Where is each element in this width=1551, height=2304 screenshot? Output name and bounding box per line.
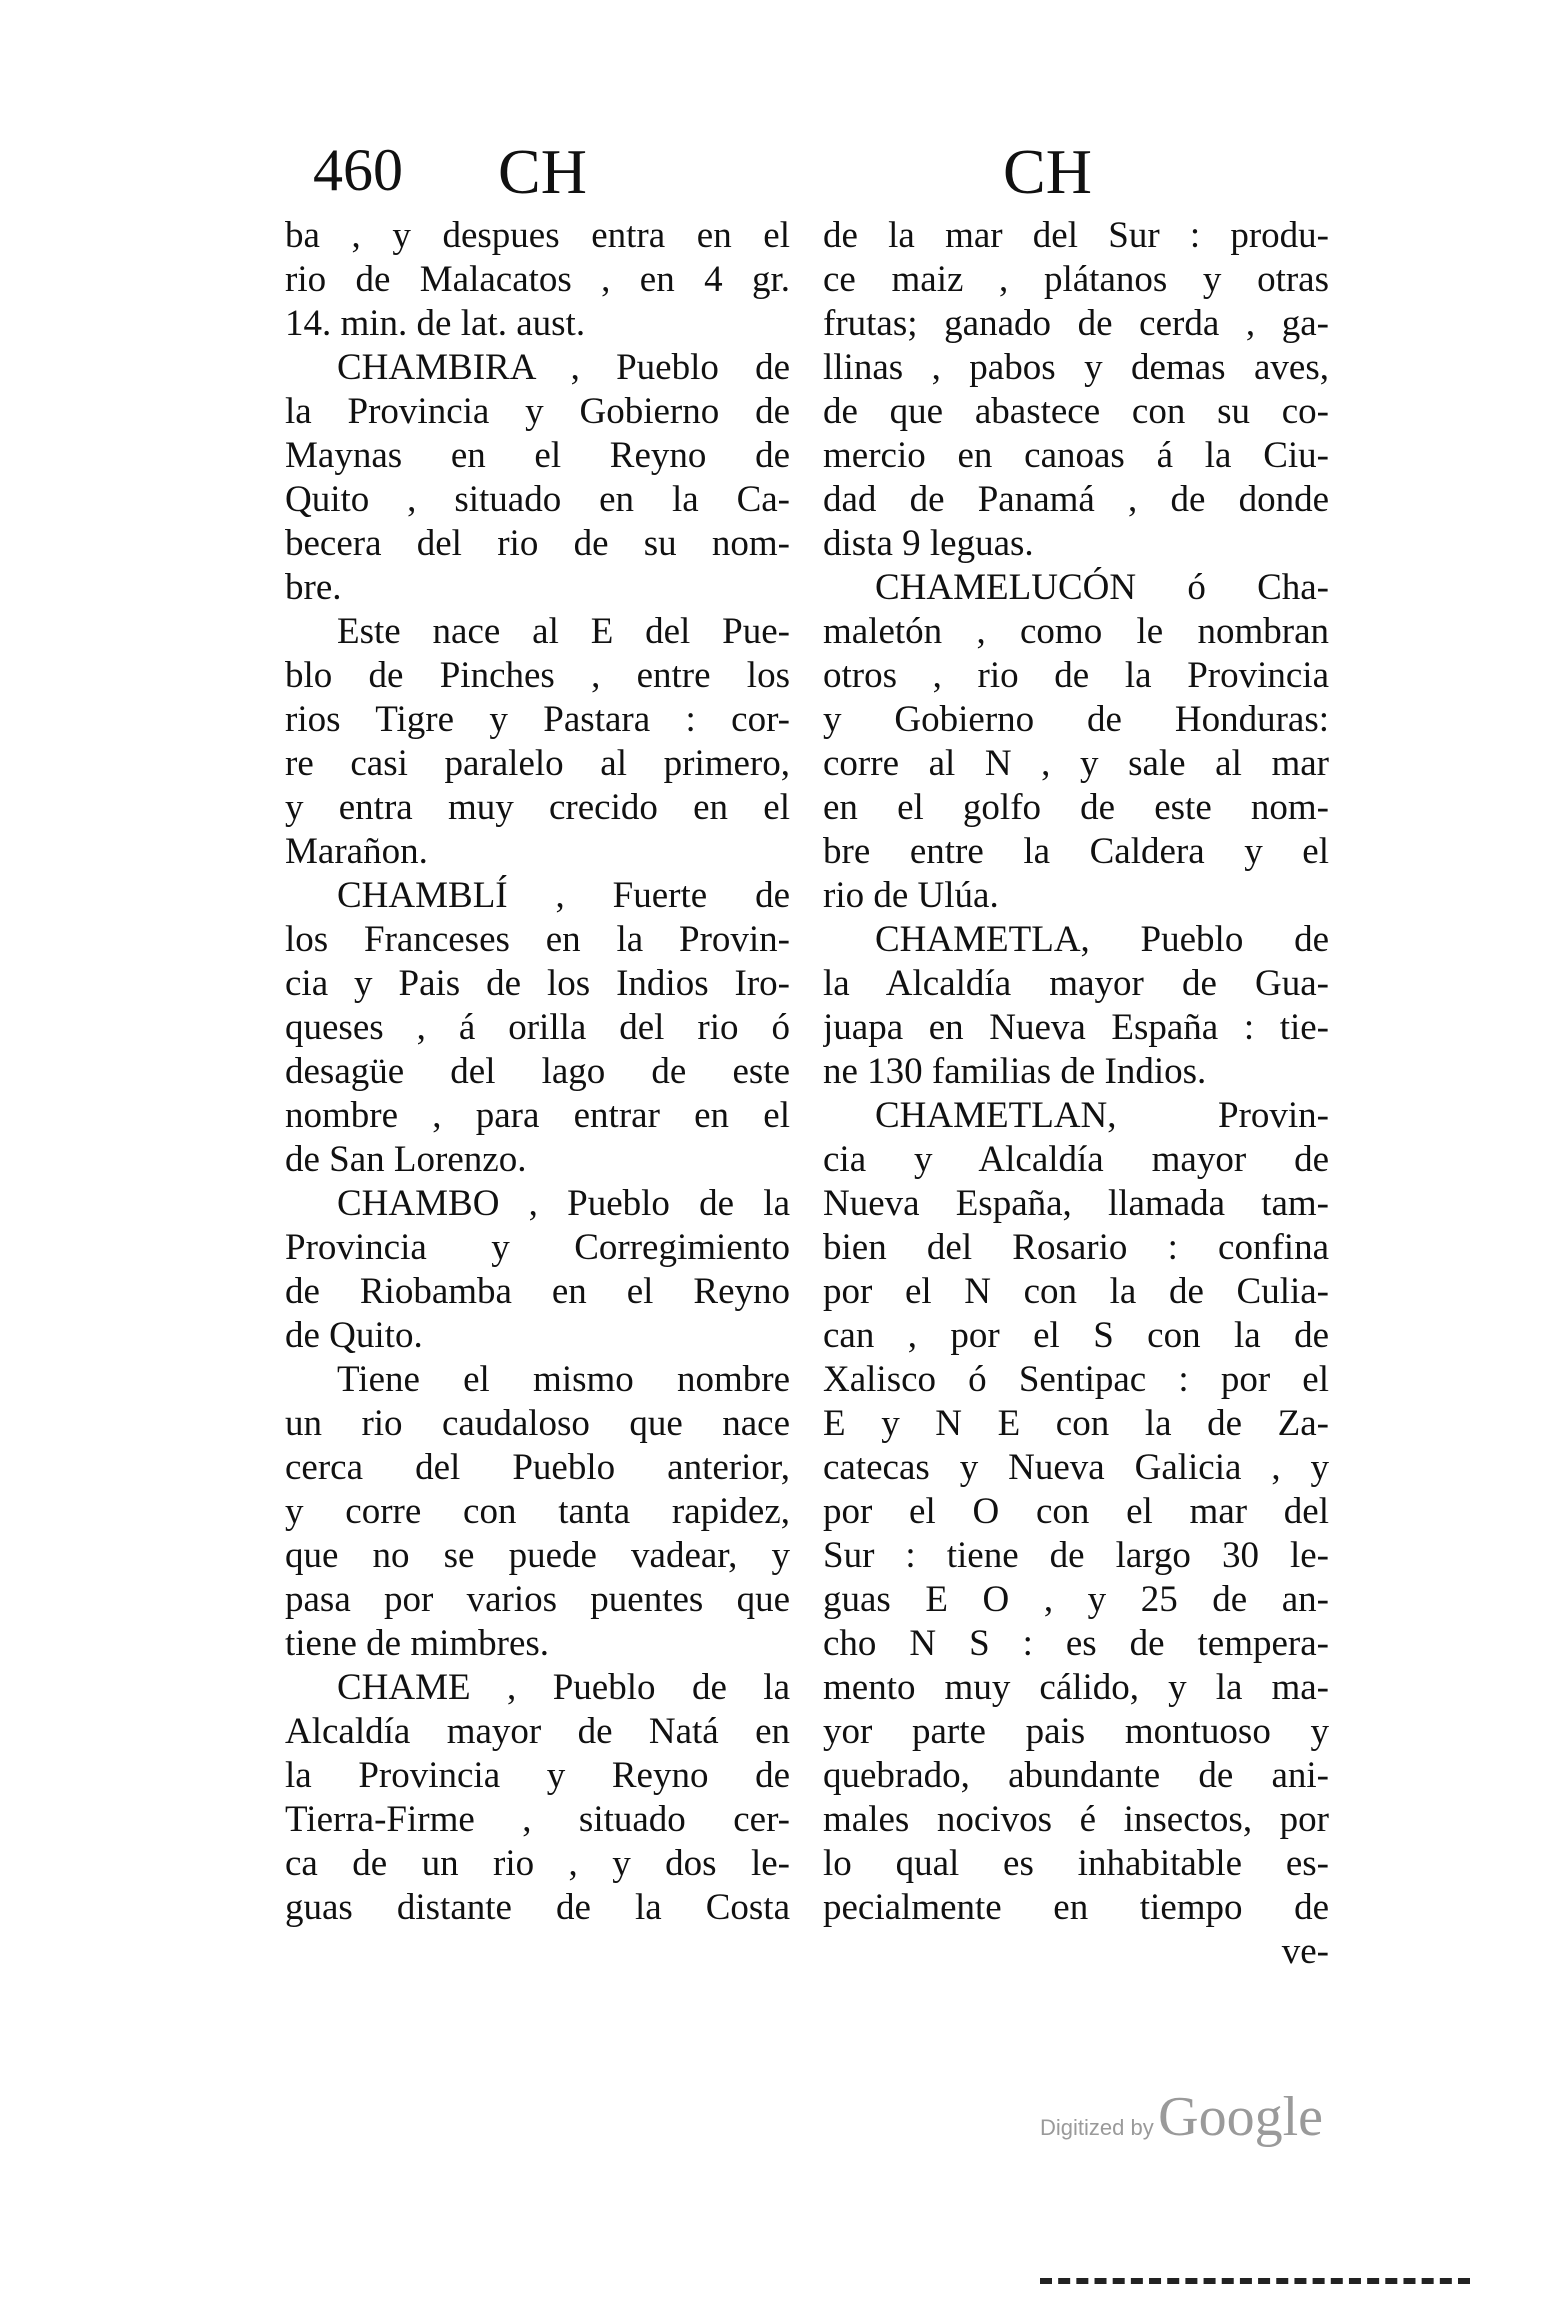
text-line: y corre con tanta rapidez, <box>285 1491 790 1532</box>
text-line: y entra muy crecido en el <box>285 787 790 828</box>
text-line: cerca del Pueblo anterior, <box>285 1447 790 1488</box>
text-line: Tierra-Firme , situado cer- <box>285 1799 790 1840</box>
text-line: un rio caudaloso que nace <box>285 1403 790 1444</box>
text-line: 14. min. de lat. aust. <box>285 303 586 344</box>
text-line: otros , rio de la Provincia <box>823 655 1329 696</box>
text-line: Tiene el mismo nombre <box>337 1359 790 1400</box>
text-line: re casi paralelo al primero, <box>285 743 790 784</box>
text-line: nombre , para entrar en el <box>285 1095 790 1136</box>
text-line: CHAMBO , Pueblo de la <box>337 1183 790 1224</box>
text-line: queses , á orilla del rio ó <box>285 1007 790 1048</box>
text-line: en el golfo de este nom- <box>823 787 1329 828</box>
text-line: quebrado, abundante de ani- <box>823 1755 1329 1796</box>
text-line: bien del Rosario : confina <box>823 1227 1329 1268</box>
text-line: bre. <box>285 567 342 608</box>
text-line: tiene de mimbres. <box>285 1623 550 1664</box>
page-number: 460 <box>313 137 403 203</box>
text-line: cia y Pais de los Indios Iro- <box>285 963 790 1004</box>
text-line: mento muy cálido, y la ma- <box>823 1667 1329 1708</box>
text-line: CHAMETLAN, Provin- <box>875 1095 1329 1136</box>
text-line: E y N E con la de Za- <box>823 1403 1329 1444</box>
text-line: becera del rio de su nom- <box>285 523 790 564</box>
text-line: de San Lorenzo. <box>285 1139 527 1180</box>
text-line: ba , y despues entra en el <box>285 215 790 256</box>
text-line: CHAMELUCÓN ó Cha- <box>875 567 1329 608</box>
text-line: que no se puede vadear, y <box>285 1535 790 1576</box>
text-line: juapa en Nueva España : tie- <box>823 1007 1329 1048</box>
text-line: frutas; ganado de cerda , ga- <box>823 303 1329 344</box>
text-line: de Riobamba en el Reyno <box>285 1271 790 1312</box>
text-line: de la mar del Sur : produ- <box>823 215 1329 256</box>
text-line: ve- <box>1281 1931 1329 1972</box>
text-line: Xalisco ó Sentipac : por el <box>823 1359 1329 1400</box>
text-line: Marañon. <box>285 831 428 872</box>
text-line: CHAMBLÍ , Fuerte de <box>337 875 790 916</box>
text-line: blo de Pinches , entre los <box>285 655 790 696</box>
text-line: Nueva España, llamada tam- <box>823 1183 1329 1224</box>
text-line: cho N S : es de tempera- <box>823 1623 1329 1664</box>
text-line: rio de Ulúa. <box>823 875 999 916</box>
watermark-prefix: Digitized by <box>1040 2115 1154 2140</box>
text-line: ca de un rio , y dos le- <box>285 1843 790 1884</box>
text-line: rios Tigre y Pastara : cor- <box>285 699 790 740</box>
right-text-column <box>823 214 1329 1974</box>
text-line: de que abastece con su co- <box>823 391 1329 432</box>
text-line: can , por el S con la de <box>823 1315 1329 1356</box>
text-line: guas distante de la Costa <box>285 1887 790 1928</box>
text-line: yor parte pais montuoso y <box>823 1711 1329 1752</box>
text-line: dista 9 leguas. <box>823 523 1034 564</box>
text-line: Sur : tiene de largo 30 le- <box>823 1535 1329 1576</box>
text-line: Alcaldía mayor de Natá en <box>285 1711 790 1752</box>
text-line: llinas , pabos y demas aves, <box>823 347 1329 388</box>
text-line: mercio en canoas á la Ciu- <box>823 435 1329 476</box>
left-text-column <box>285 214 790 1930</box>
text-line: ce maiz , plátanos y otras <box>823 259 1329 300</box>
text-line: por el N con la de Culia- <box>823 1271 1329 1312</box>
text-line: dad de Panamá , de donde <box>823 479 1329 520</box>
text-line: pecialmente en tiempo de <box>823 1887 1329 1928</box>
text-line: CHAME , Pueblo de la <box>337 1667 790 1708</box>
text-line: catecas y Nueva Galicia , y <box>823 1447 1329 1488</box>
text-line: maletón , como le nombran <box>823 611 1329 652</box>
text-line: cia y Alcaldía mayor de <box>823 1139 1329 1180</box>
text-line: la Provincia y Gobierno de <box>285 391 790 432</box>
right-running-head: CH <box>1003 136 1092 207</box>
text-line: desagüe del lago de este <box>285 1051 790 1092</box>
text-line: ne 130 familias de Indios. <box>823 1051 1207 1092</box>
text-line: Provincia y Corregimiento <box>285 1227 790 1268</box>
text-line: por el O con el mar del <box>823 1491 1329 1532</box>
text-line: de Quito. <box>285 1315 423 1356</box>
text-line: la Provincia y Reyno de <box>285 1755 790 1796</box>
text-line: Maynas en el Reyno de <box>285 435 790 476</box>
text-line: y Gobierno de Honduras: <box>823 699 1329 740</box>
watermark-brand: Google <box>1158 2086 1324 2148</box>
text-line: males nocivos é insectos, por <box>823 1799 1329 1840</box>
text-line: los Franceses en la Provin- <box>285 919 790 960</box>
text-line: lo qual es inhabitable es- <box>823 1843 1329 1884</box>
text-line: corre al N , y sale al mar <box>823 743 1329 784</box>
page-edge-marks <box>1040 2278 1470 2290</box>
text-line: Este nace al E del Pue- <box>337 611 790 652</box>
text-line: rio de Malacatos , en 4 gr. <box>285 259 790 300</box>
text-line: guas E O , y 25 de an- <box>823 1579 1329 1620</box>
left-running-head: CH <box>498 136 587 207</box>
digitized-watermark <box>1040 2085 1323 2149</box>
text-line: CHAMBIRA , Pueblo de <box>337 347 790 388</box>
text-line: Quito , situado en la Ca- <box>285 479 790 520</box>
text-line: bre entre la Caldera y el <box>823 831 1329 872</box>
text-line: CHAMETLA, Pueblo de <box>875 919 1329 960</box>
text-line: la Alcaldía mayor de Gua- <box>823 963 1329 1004</box>
text-line: pasa por varios puentes que <box>285 1579 790 1620</box>
